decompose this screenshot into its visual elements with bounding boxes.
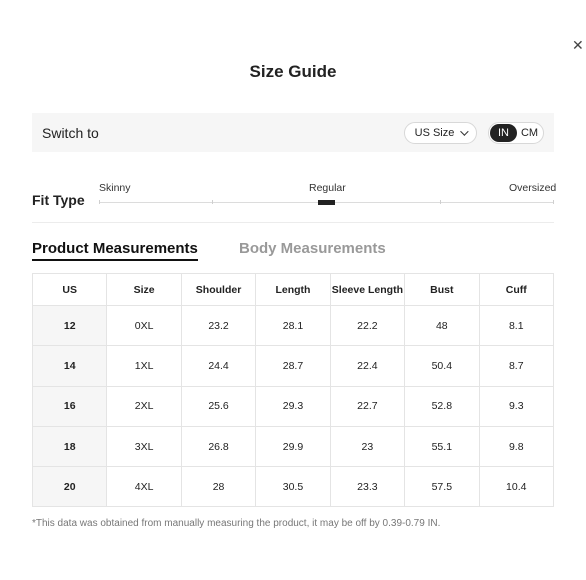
cuff-cell: 8.1	[479, 306, 553, 346]
column-header-sleeve-length: Sleeve Length	[330, 274, 404, 306]
cuff-cell: 10.4	[479, 467, 553, 507]
size-system-value: US Size	[414, 127, 455, 139]
cuff-cell: 8.7	[479, 346, 553, 386]
bust-cell: 48	[405, 306, 479, 346]
shoulder-cell: 23.2	[181, 306, 255, 346]
chevron-down-icon	[461, 127, 469, 135]
size-cell: 1XL	[107, 346, 181, 386]
size-table	[32, 273, 554, 507]
modal-title: Size Guide	[249, 62, 337, 81]
unit-toggle	[488, 122, 544, 144]
size-system-select[interactable]	[404, 122, 477, 144]
bust-cell: 57.5	[405, 467, 479, 507]
column-header-length: Length	[256, 274, 330, 306]
size-cell: 0XL	[107, 306, 181, 346]
fit-scale-tick	[212, 200, 213, 204]
shoulder-cell: 28	[181, 467, 255, 507]
sleeve-length-cell: 22.2	[330, 306, 404, 346]
bust-cell: 55.1	[405, 426, 479, 466]
us-size-cell: 20	[33, 467, 107, 507]
sleeve-length-cell: 22.4	[330, 346, 404, 386]
fit-type-label: Fit Type	[32, 192, 85, 208]
fit-option-regular: Regular	[309, 182, 346, 194]
section-divider	[32, 222, 554, 223]
column-header-bust: Bust	[405, 274, 479, 306]
measurement-footnote: *This data was obtained from manually measuring the product, it may be off by 0.39-0.79 IN.	[32, 518, 441, 529]
us-size-cell: 12	[33, 306, 107, 346]
length-cell: 28.7	[256, 346, 330, 386]
bust-cell: 52.8	[405, 386, 479, 426]
fit-type-marker	[318, 200, 335, 205]
bust-cell: 50.4	[405, 346, 479, 386]
length-cell: 29.3	[256, 386, 330, 426]
table-row	[33, 306, 554, 346]
sleeve-length-cell: 23	[330, 426, 404, 466]
us-size-cell: 14	[33, 346, 107, 386]
table-row	[33, 346, 554, 386]
unit-option-in[interactable]: IN	[490, 124, 517, 142]
column-header-size: Size	[107, 274, 181, 306]
table-row	[33, 467, 554, 507]
size-cell: 2XL	[107, 386, 181, 426]
shoulder-cell: 25.6	[181, 386, 255, 426]
column-header-cuff: Cuff	[479, 274, 553, 306]
fit-scale-tick	[553, 200, 554, 204]
fit-scale-tick	[99, 200, 100, 204]
table-row	[33, 386, 554, 426]
table-header-row	[33, 274, 554, 306]
tab-product-measurements[interactable]: Product Measurements	[32, 240, 198, 257]
close-icon[interactable]: ✕	[572, 37, 584, 53]
size-cell: 3XL	[107, 426, 181, 466]
length-cell: 28.1	[256, 306, 330, 346]
sleeve-length-cell: 23.3	[330, 467, 404, 507]
cuff-cell: 9.8	[479, 426, 553, 466]
cuff-cell: 9.3	[479, 386, 553, 426]
fit-option-oversized: Oversized	[509, 182, 557, 194]
fit-scale-tick	[440, 200, 441, 204]
column-header-shoulder: Shoulder	[181, 274, 255, 306]
switch-bar	[32, 113, 554, 152]
length-cell: 29.9	[256, 426, 330, 466]
column-header-us: US	[33, 274, 107, 306]
fit-option-skinny: Skinny	[99, 182, 131, 194]
us-size-cell: 18	[33, 426, 107, 466]
us-size-cell: 16	[33, 386, 107, 426]
shoulder-cell: 24.4	[181, 346, 255, 386]
shoulder-cell: 26.8	[181, 426, 255, 466]
table-row	[33, 426, 554, 466]
switch-label: Switch to	[42, 124, 99, 141]
sleeve-length-cell: 22.7	[330, 386, 404, 426]
size-cell: 4XL	[107, 467, 181, 507]
tab-body-measurements[interactable]: Body Measurements	[239, 240, 386, 257]
length-cell: 30.5	[256, 467, 330, 507]
unit-option-cm[interactable]: CM	[520, 127, 539, 139]
